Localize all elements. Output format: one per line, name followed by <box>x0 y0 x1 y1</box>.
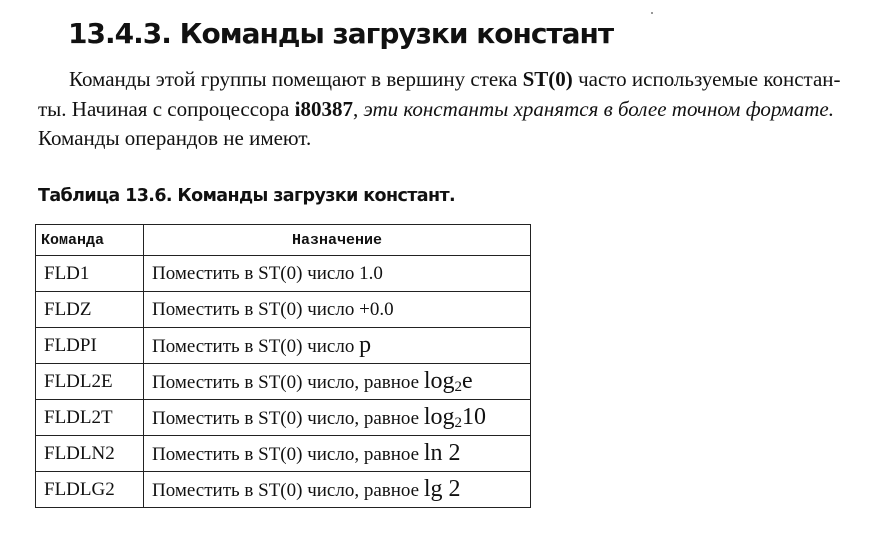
command-cell: FLDPI <box>36 328 144 364</box>
math-function: log <box>423 403 455 430</box>
description-text: Поместить в ST(0) число, равное <box>152 480 424 501</box>
math-expression: p <box>359 332 372 358</box>
table-row <box>36 472 531 508</box>
table-row <box>36 436 531 472</box>
paragraph-italic-text: эти константы хранятся в более точном формате. <box>363 96 834 121</box>
description-text: Поместить в ST(0) число, равное <box>152 407 424 429</box>
table-caption: Таблица 13.6. Команды загрузки констант. <box>38 186 456 206</box>
math-subscript: 2 <box>454 414 463 431</box>
table-body <box>36 256 531 508</box>
table-row <box>36 292 531 328</box>
math-function: log <box>423 367 455 394</box>
description-cell <box>144 400 531 436</box>
command-cell: FLDLN2 <box>36 436 144 472</box>
command-cell: FLDLG2 <box>36 472 144 508</box>
table-row <box>36 328 531 364</box>
command-cell: FLDL2T <box>36 400 144 436</box>
header-purpose: Назначение <box>144 225 531 256</box>
table-header-row <box>36 225 531 256</box>
paragraph-bold-term: i80387 <box>294 96 353 121</box>
description-text: Поместить в ST(0) число <box>152 336 360 357</box>
command-cell: FLDZ <box>36 292 144 328</box>
description-cell <box>144 436 531 472</box>
paragraph-line-1 <box>38 65 886 95</box>
math-expression: lg 2 <box>423 476 461 502</box>
paragraph-bold-term: ST(0) <box>522 67 573 91</box>
constants-table <box>35 224 531 508</box>
description-text: Поместить в ST(0) число, равное <box>152 371 424 393</box>
scan-speck <box>651 12 653 14</box>
table-row <box>36 364 531 400</box>
math-argument: e <box>462 367 473 394</box>
description-cell <box>144 364 531 400</box>
paragraph-line-2 <box>38 95 886 125</box>
description-text: Поместить в ST(0) число +0.0 <box>152 298 394 320</box>
math-expression <box>424 404 486 430</box>
math-subscript: 2 <box>454 378 463 395</box>
paragraph-text: ты. Начиная с сопроцессора <box>38 96 295 121</box>
paragraph-text: Команды операндов не имеют. <box>38 126 312 150</box>
math-argument: 10 <box>462 403 487 430</box>
command-cell: FLD1 <box>36 256 144 292</box>
header-command: Команда <box>36 225 144 256</box>
description-cell <box>144 472 531 508</box>
table-row <box>36 400 531 436</box>
table-row <box>36 256 531 292</box>
description-cell <box>144 328 531 364</box>
paragraph-text: часто используемые констан- <box>572 67 841 91</box>
math-expression: ln 2 <box>423 440 461 466</box>
section-paragraph <box>38 65 886 154</box>
paragraph-line-3 <box>38 124 886 154</box>
paragraph-text: , <box>352 96 364 121</box>
section-title: 13.4.3. Команды загрузки констант <box>68 17 614 50</box>
description-cell <box>144 256 531 292</box>
description-cell <box>144 292 531 328</box>
command-cell: FLDL2E <box>36 364 144 400</box>
description-text: Поместить в ST(0) число 1.0 <box>152 262 383 284</box>
paragraph-text: Команды этой группы помещают в вершину стека <box>69 67 523 91</box>
math-expression <box>424 368 473 394</box>
description-text: Поместить в ST(0) число, равное <box>152 444 424 465</box>
